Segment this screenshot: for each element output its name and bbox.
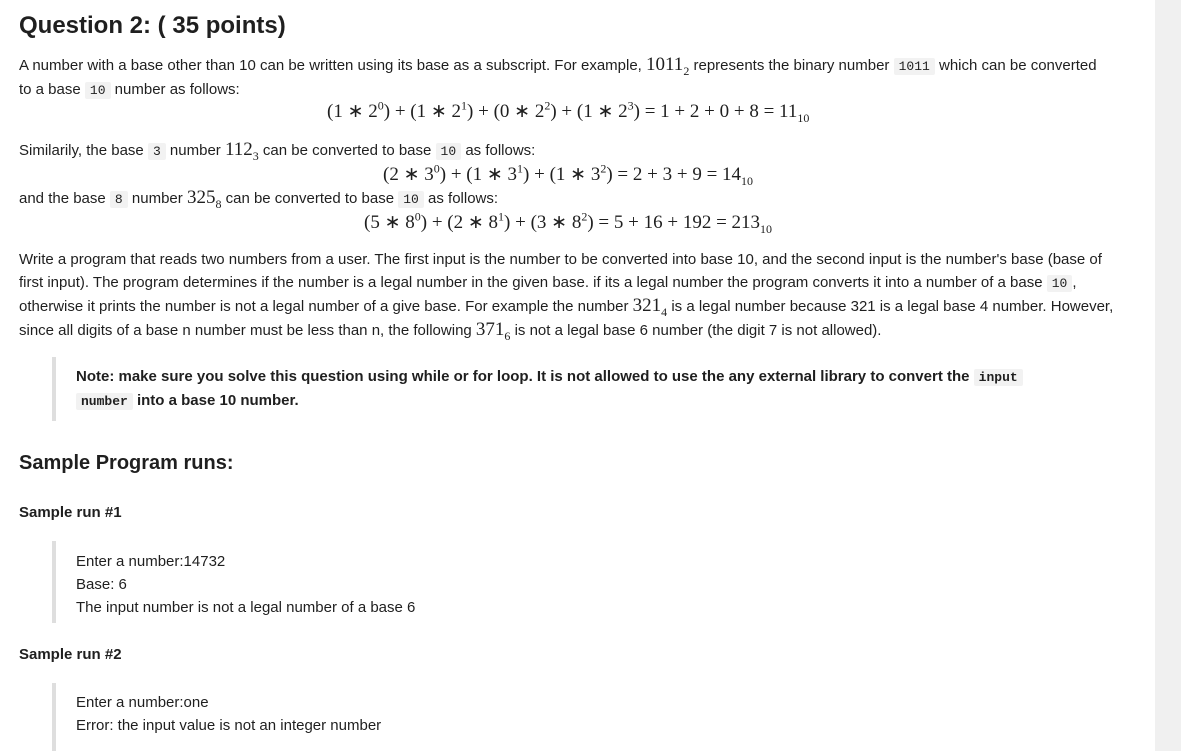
- sample-heading: Sample Program runs:: [19, 452, 234, 474]
- inline-code: 8: [110, 191, 128, 208]
- equation-base3: (2 ∗ $3^0) + (1$ ∗ $3^1) + (1$ ∗ $3^2) = 2 + 3 + 9 = 14_{10}$: [383, 161, 754, 188]
- inline-code: 10: [1047, 275, 1073, 292]
- note-blockquote: [52, 357, 1086, 421]
- run2-line: Enter a number:one: [76, 694, 209, 711]
- inline-code: 3: [148, 143, 166, 160]
- question-title: Question 2: ( 35 points): [19, 12, 286, 39]
- note-text: Note: make sure you solve this question using while or for loop. It is not allowed to use the any external library to convert the input number into a base 10 number.: [56, 357, 1086, 413]
- similarly-paragraph: Similarily, the base 3 number $112_3$ can be converted to base 10 as follows:: [19, 139, 536, 163]
- inline-code: number: [76, 393, 133, 410]
- task-paragraph: Write a program that reads two numbers from a user. The first input is the number to be converted into base 10, and the second input is the number's base (base of first input). The program determines if the number is a legal number in the given base. if its a legal number the program converts it into a number of a base 10 , otherwise it prints the number is not a legal number of a give base. For example the number $321_4$ is a legal number because 321 is a legal base 4 number. However, since all digits of a base n number must be less than n, the following $371_6$ is not a legal base 6 number (the digit 7 is not allowed).: [19, 251, 1114, 343]
- run1-line: Base: 6: [76, 576, 127, 593]
- run2-line: Error: the input value is not an integer number: [76, 717, 382, 734]
- andbase-paragraph: and the base 8 number $325_8$ can be converted to base 10 as follows:: [19, 187, 499, 211]
- run1-line: The input number is not a legal number of a base 6: [76, 599, 416, 616]
- run2-heading: Sample run #2: [19, 646, 122, 663]
- equation-binary: (1 ∗ $2^0) + (1$ ∗ $2^1) + (0$ ∗ $2^2) + (1$ ∗ $2^3) = 1 + 2 + 0 + 8 = 11_{10}$: [327, 98, 810, 125]
- intro-paragraph: A number with a base other than 10 can be written using its base as a subscript. For example, $1011_2$ represents the binary number 1011 which can be converted to a base 10 number as follows:: [19, 54, 1097, 98]
- inline-code: 1011: [894, 58, 935, 75]
- inline-code: 10: [436, 143, 462, 160]
- run2-block: [52, 683, 381, 751]
- run1-block: [52, 541, 415, 623]
- scrollbar[interactable]: [1155, 0, 1181, 751]
- inline-code: 10: [398, 191, 424, 208]
- inline-code: input: [974, 369, 1023, 386]
- run1-line: Enter a number:14732: [76, 553, 226, 570]
- inline-code: 10: [85, 82, 111, 99]
- run1-heading: Sample run #1: [19, 504, 122, 521]
- equation-base8: (5 ∗ $8^0) + (2$ ∗ $8^1) + (3$ ∗ $8^2) = 5 + 16 + 192 = 213_{10}$: [364, 209, 773, 236]
